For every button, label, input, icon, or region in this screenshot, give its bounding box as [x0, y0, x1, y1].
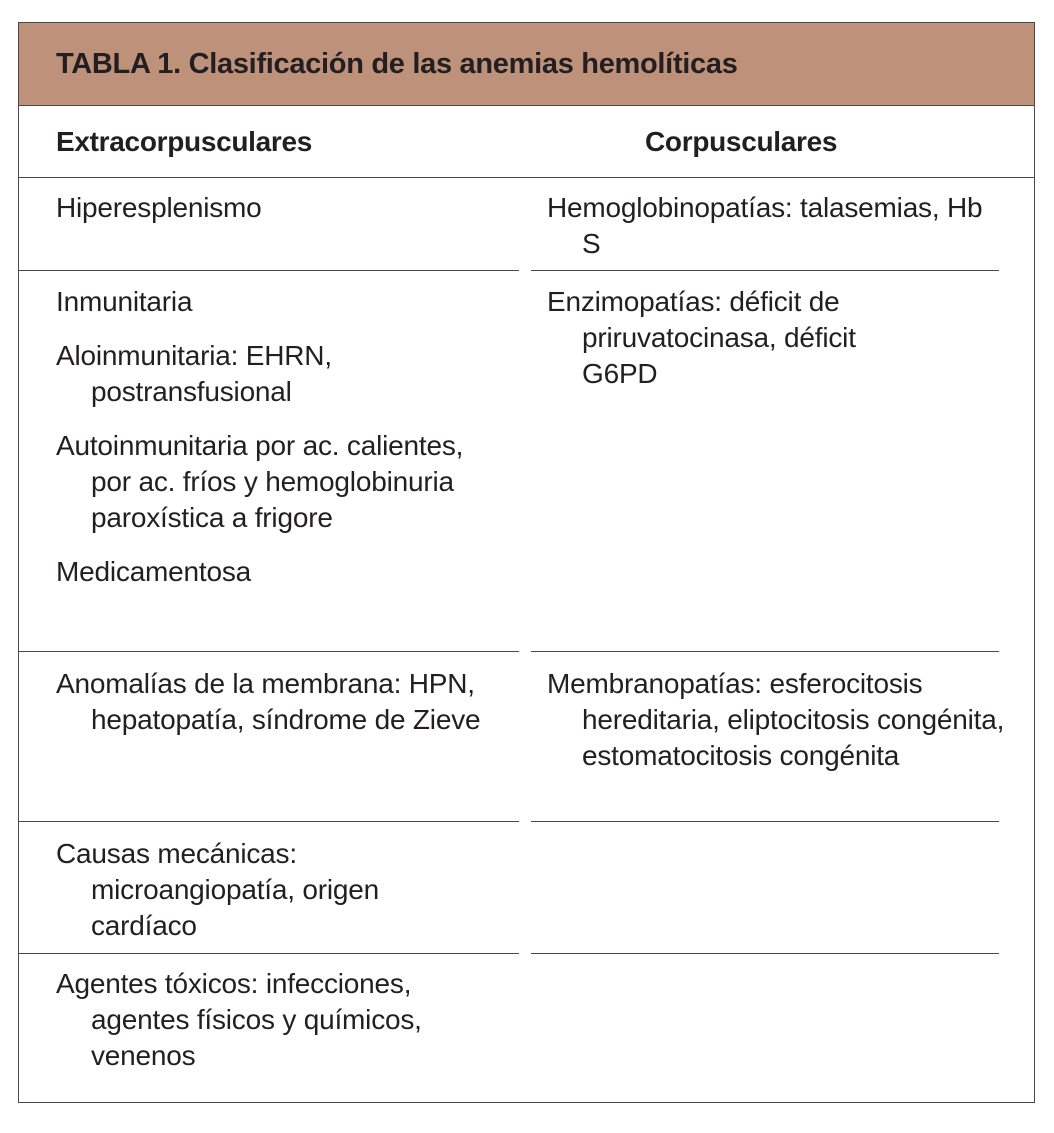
cell-entry: Aloinmunitaria: EHRN, postransfusional — [56, 340, 332, 407]
cell-entry: Membranopatías: esferocitosis hereditaria, eliptocitosis congénita, estomatocitosis congénita — [547, 668, 1005, 771]
table-cell-right — [547, 284, 907, 392]
cell-entry: Medicamentosa — [56, 556, 252, 587]
cell-entry: Enzimopatías: déficit de priruvatocinasa, déficit G6PD — [547, 286, 856, 389]
table-title: TABLA 1. Clasificación de las anemias hemolíticas — [56, 48, 738, 80]
table-cell-left — [56, 966, 496, 1074]
row-divider-left — [19, 651, 519, 652]
cell-entry: Autoinmunitaria por ac. calientes, por ac. fríos y hemoglobinuria paroxística a frigore — [56, 430, 464, 533]
column-header-extracorpusculares: Extracorpusculares — [56, 126, 313, 157]
table-header-row — [19, 106, 1034, 178]
column-header-corpusculares: Corpusculares — [645, 126, 838, 157]
cell-entry: Hiperesplenismo — [56, 192, 262, 223]
table-cell-left — [56, 284, 496, 590]
cell-entry: Causas mecánicas: microangiopatía, origen cardíaco — [56, 838, 380, 941]
cell-entry: Hemoglobinopatías: talasemias, Hb S — [547, 192, 983, 259]
table-title-bar — [19, 23, 1034, 106]
row-divider-right — [531, 270, 999, 271]
row-divider-left — [19, 270, 519, 271]
cell-entry: Agentes tóxicos: infecciones, agentes físicos y químicos, venenos — [56, 968, 422, 1071]
table-cell-right — [547, 666, 1007, 774]
row-divider-left — [19, 953, 519, 954]
row-divider-right — [531, 953, 999, 954]
table-cell-left — [56, 836, 456, 944]
table-cell-right — [547, 190, 1007, 262]
table-cell-left — [56, 190, 496, 226]
hemolytic-anemia-table — [18, 22, 1035, 1103]
row-divider-right — [531, 821, 999, 822]
table-cell-left — [56, 666, 496, 738]
row-divider-right — [531, 651, 999, 652]
cell-entry: Inmunitaria — [56, 286, 193, 317]
cell-entry: Anomalías de la membrana: HPN, hepatopatía, síndrome de Zieve — [56, 668, 481, 735]
row-divider-left — [19, 821, 519, 822]
